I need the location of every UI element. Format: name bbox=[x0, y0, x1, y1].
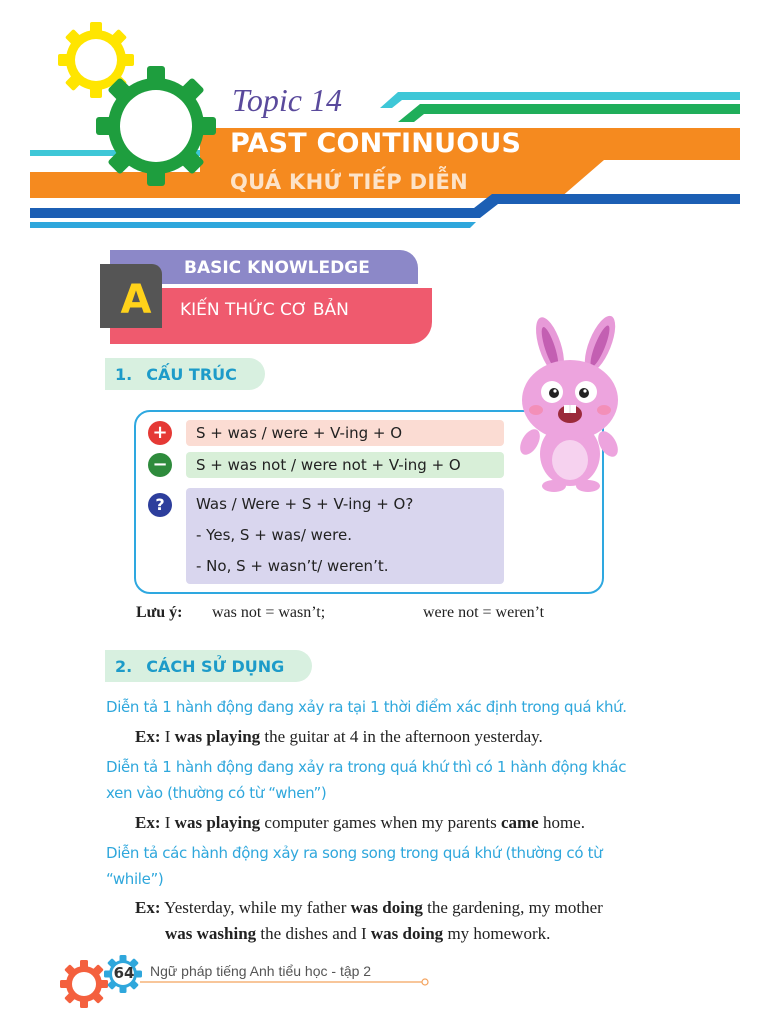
usage-example: Ex: I was playing the guitar at 4 in the afternoon yesterday. bbox=[135, 727, 543, 746]
book-title: Ngữ pháp tiếng Anh tiểu học - tập 2 bbox=[150, 963, 372, 979]
question-line: Was / Were + S + V-ing + O? bbox=[196, 495, 414, 513]
usage-description: Diễn tả 1 hành động đang xảy ra trong quá khứ thì có 1 hành động khác xen vào (thường có từ “when”) bbox=[106, 758, 627, 802]
section-letter: A bbox=[120, 277, 152, 323]
structure-heading: 1. CẤU TRÚC bbox=[105, 358, 265, 390]
negative-formula: S + was not / were not + V-ing + O bbox=[186, 452, 504, 478]
positive-formula: S + was / were + V-ing + O bbox=[186, 420, 504, 446]
bunny-mascot-icon bbox=[508, 314, 638, 494]
answer-yes: - Yes, S + was/ were. bbox=[196, 526, 352, 544]
usage-example: Ex: Yesterday, while my father was doing the gardening, my mother was washing the dishes and I was doing my homework. bbox=[135, 898, 603, 943]
note-label: Lưu ý: bbox=[136, 604, 183, 621]
section-title-en: BASIC KNOWLEDGE bbox=[184, 258, 370, 278]
question-icon: ? bbox=[148, 493, 172, 517]
green-gear-icon bbox=[96, 66, 216, 186]
answer-no: - No, S + wasn’t/ weren’t. bbox=[196, 557, 389, 575]
minus-icon: − bbox=[148, 453, 172, 477]
page-number: 64 bbox=[113, 964, 135, 982]
note-item: was not = wasn’t; bbox=[212, 604, 326, 621]
section-title-vi: KIẾN THỨC CƠ BẢN bbox=[180, 300, 349, 320]
note-item: were not = weren’t bbox=[423, 604, 545, 621]
usage-description: Diễn tả 1 hành động đang xảy ra tại 1 thời điểm xác định trong quá khứ. bbox=[106, 698, 627, 716]
orange-gear-icon bbox=[60, 960, 108, 1008]
usage-description: Diễn tả các hành động xảy ra song song trong quá khứ (thường có từ “while”) bbox=[106, 844, 603, 888]
usage-heading: 2. CÁCH SỬ DỤNG bbox=[105, 650, 312, 682]
question-formula bbox=[186, 488, 504, 584]
topic-number: Topic 14 bbox=[232, 82, 342, 118]
page-subtitle: QUÁ KHỨ TIẾP DIỄN bbox=[230, 170, 468, 194]
page-title: PAST CONTINUOUS bbox=[230, 128, 522, 159]
usage-example: Ex: I was playing computer games when my parents came home. bbox=[135, 813, 585, 832]
header-banner-graphic bbox=[0, 0, 768, 240]
plus-icon: + bbox=[148, 421, 172, 445]
